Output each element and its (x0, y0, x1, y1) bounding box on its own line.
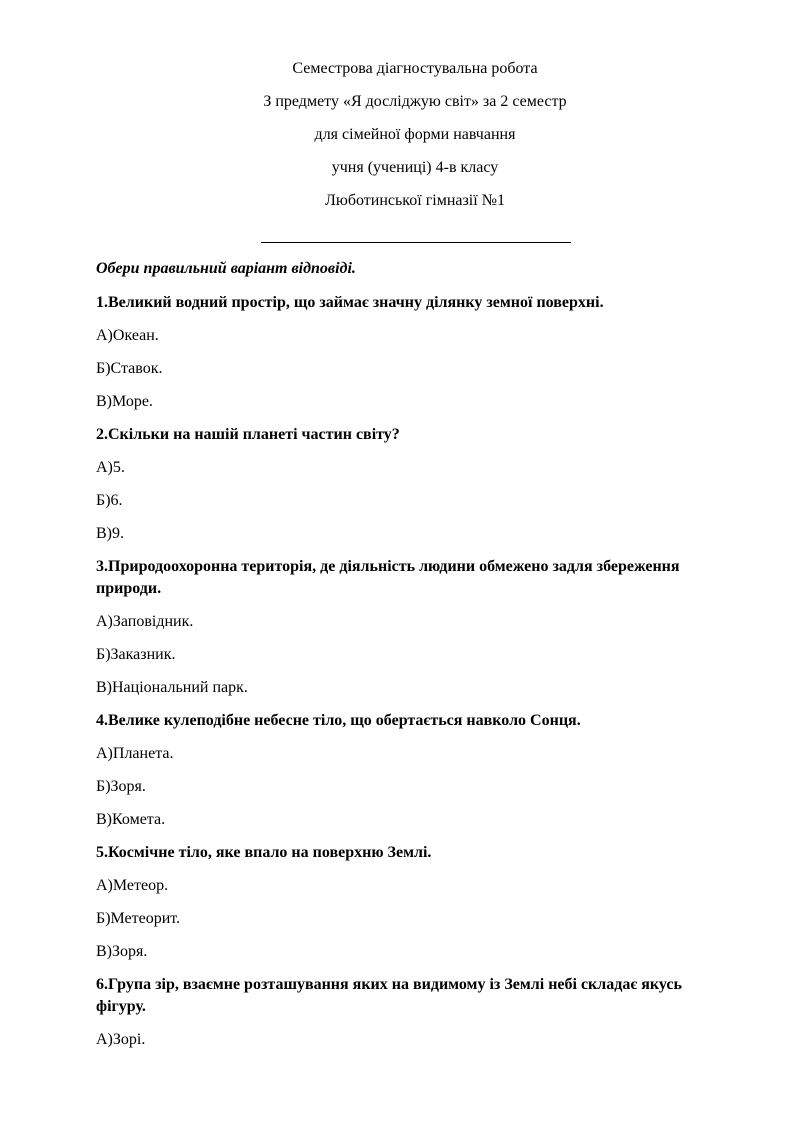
answer-option: Б)Заказник. (96, 646, 176, 663)
answer-option: Б)Ставок. (96, 360, 163, 377)
question-6: 6.Група зір, взаємне розташування яких на видимому із Землі небі складає якусь фігуру. (96, 976, 682, 1015)
question-2: 2.Скільки на нашій планеті частин світу? (96, 426, 400, 443)
instruction: Обери правильний варіант відповіді. (96, 260, 356, 277)
header-school: Люботинської гімназії №1 (325, 192, 505, 209)
question-5: 5.Космічне тіло, яке впало на поверхню Землі. (96, 844, 432, 861)
answer-option: В)9. (96, 525, 124, 542)
answer-option: А)Метеор. (96, 877, 169, 894)
question-3: 3.Природоохоронна територія, де діяльність людини обмежено задля збереження природи. (96, 558, 680, 597)
answer-option: В)Комета. (96, 811, 166, 828)
answer-option: В)Море. (96, 393, 153, 410)
answer-option: Б)Зоря. (96, 778, 146, 795)
answer-option: В)Зоря. (96, 943, 148, 960)
answer-option: А)Заповідник. (96, 613, 194, 630)
header-subject: З предмету «Я досліджую світ» за 2 семестр (263, 93, 567, 110)
question-1: 1.Великий водний простір, що займає значну ділянку земної поверхні. (96, 294, 604, 311)
answer-option: В)Національний парк. (96, 679, 248, 696)
answer-option: А)Океан. (96, 327, 159, 344)
answer-option: А)Планета. (96, 745, 174, 762)
name-underline (261, 242, 571, 243)
header-form: для сімейної форми навчання (314, 126, 516, 143)
questions-section (96, 258, 730, 1062)
answer-option: А)Зорі. (96, 1031, 146, 1048)
header-title: Семестрова діагностувальна робота (292, 60, 538, 77)
question-4: 4.Велике кулеподібне небесне тіло, що обертається навколо Сонця. (96, 712, 581, 729)
answer-option: Б)6. (96, 492, 123, 509)
document-header (0, 58, 794, 223)
header-class: учня (учениці) 4-в класу (331, 159, 499, 176)
answer-option: А)5. (96, 459, 125, 476)
answer-option: Б)Метеорит. (96, 910, 181, 927)
